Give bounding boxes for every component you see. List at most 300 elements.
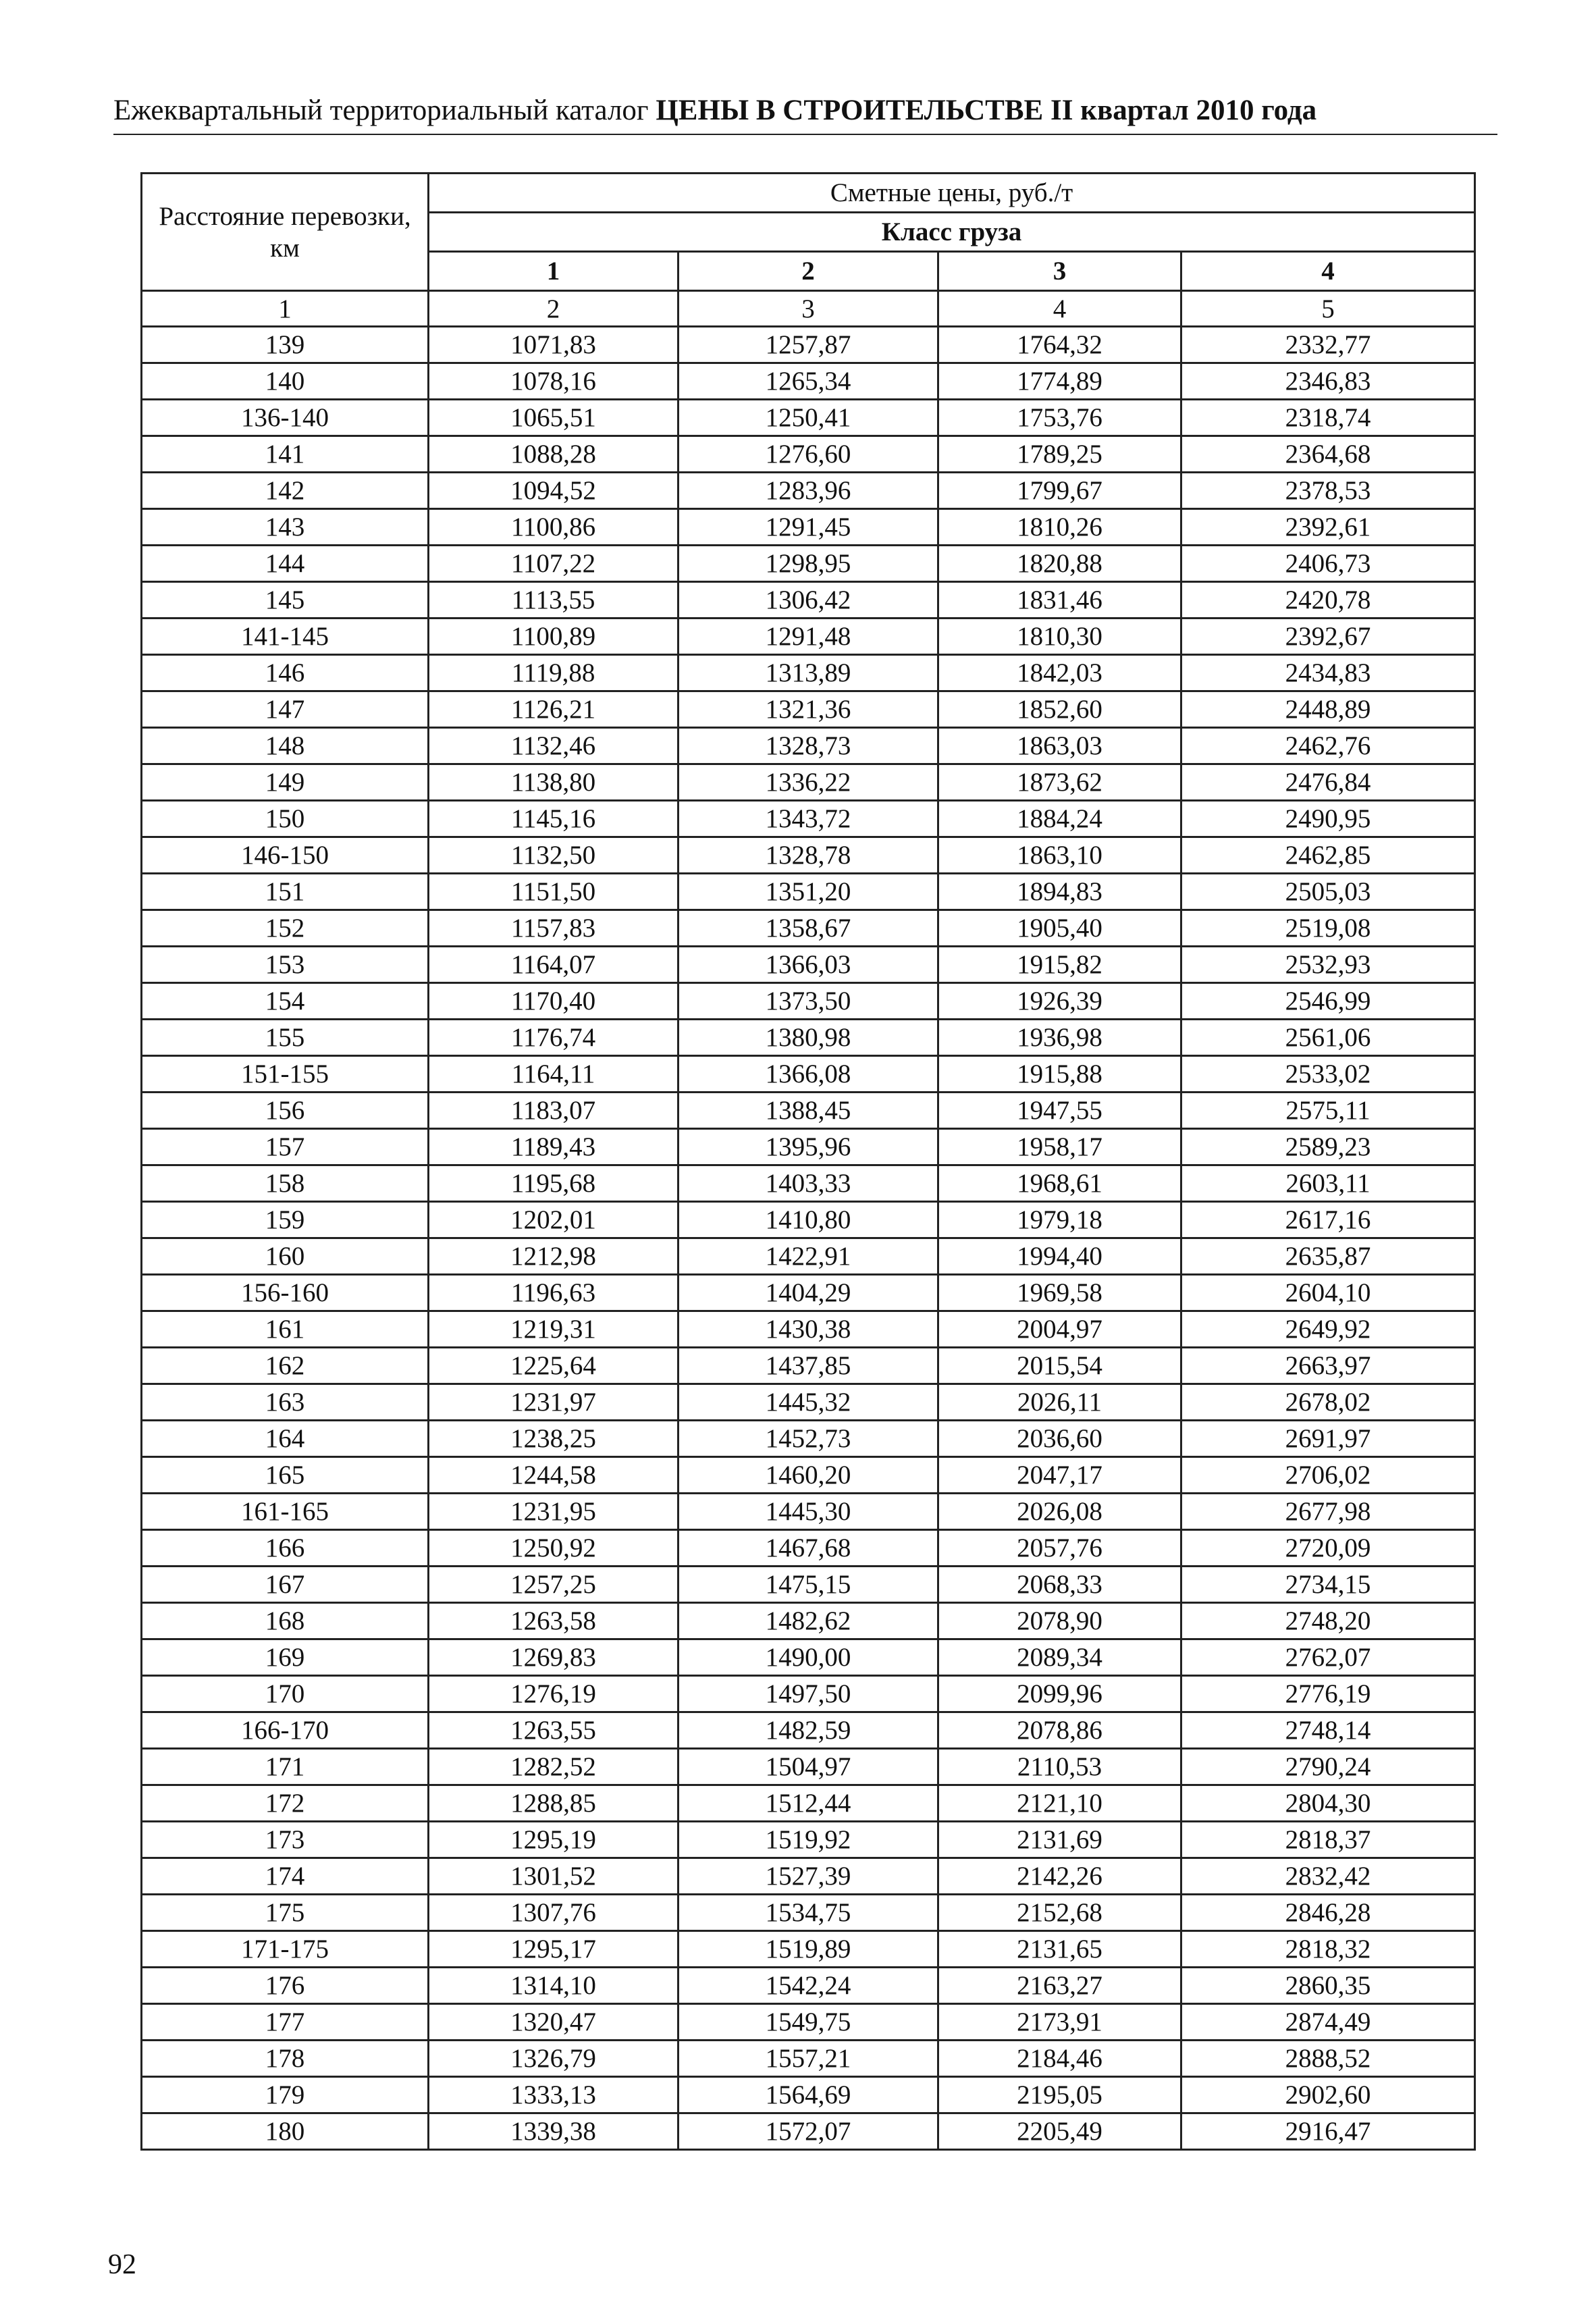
class-4-price-cell: 2846,28 <box>1181 1895 1475 1931</box>
class-4-price-cell: 2490,95 <box>1181 801 1475 837</box>
distance-cell: 167 <box>142 1567 429 1603</box>
class-label: 4 <box>1181 252 1475 291</box>
page-header <box>113 90 1497 135</box>
class-2-price-cell: 1557,21 <box>679 2041 938 2077</box>
class-3-price-cell: 2057,76 <box>938 1530 1181 1567</box>
table-row <box>142 1895 1475 1931</box>
class-4-price-cell: 2818,32 <box>1181 1931 1475 1968</box>
class-4-price-cell: 2603,11 <box>1181 1165 1475 1202</box>
class-2-price-cell: 1490,00 <box>679 1639 938 1676</box>
class-4-price-cell: 2888,52 <box>1181 2041 1475 2077</box>
class-3-price-cell: 2152,68 <box>938 1895 1181 1931</box>
distance-cell: 156-160 <box>142 1275 429 1311</box>
class-4-price-cell: 2804,30 <box>1181 1785 1475 1822</box>
price-table <box>140 172 1476 2151</box>
class-1-price-cell: 1071,83 <box>429 327 679 363</box>
class-1-price-cell: 1307,76 <box>429 1895 679 1931</box>
class-4-price-cell: 2860,35 <box>1181 1968 1475 2004</box>
class-3-price-cell: 1764,32 <box>938 327 1181 363</box>
class-2-price-cell: 1437,85 <box>679 1348 938 1384</box>
distance-cell: 165 <box>142 1457 429 1494</box>
class-3-price-cell: 1789,25 <box>938 436 1181 473</box>
distance-cell: 160 <box>142 1238 429 1275</box>
class-1-price-cell: 1138,80 <box>429 764 679 801</box>
class-1-price-cell: 1183,07 <box>429 1093 679 1129</box>
table-row <box>142 2004 1475 2041</box>
distance-cell: 146-150 <box>142 837 429 874</box>
class-4-price-cell: 2392,61 <box>1181 509 1475 546</box>
class-4-price-cell: 2762,07 <box>1181 1639 1475 1676</box>
class-2-price-cell: 1422,91 <box>679 1238 938 1275</box>
class-4-price-cell: 2462,76 <box>1181 728 1475 764</box>
class-2-price-cell: 1328,73 <box>679 728 938 764</box>
class-4-price-cell: 2776,19 <box>1181 1676 1475 1712</box>
class-1-price-cell: 1263,55 <box>429 1712 679 1749</box>
class-4-price-cell: 2561,06 <box>1181 1020 1475 1056</box>
distance-cell: 155 <box>142 1020 429 1056</box>
class-1-price-cell: 1320,47 <box>429 2004 679 2041</box>
distance-cell: 175 <box>142 1895 429 1931</box>
table-row <box>142 837 1475 874</box>
class-3-price-cell: 1842,03 <box>938 655 1181 691</box>
class-1-price-cell: 1244,58 <box>429 1457 679 1494</box>
distance-cell: 136-140 <box>142 400 429 436</box>
distance-cell: 149 <box>142 764 429 801</box>
class-2-price-cell: 1482,59 <box>679 1712 938 1749</box>
class-4-price-cell: 2392,67 <box>1181 619 1475 655</box>
column-number: 1 <box>142 291 429 327</box>
distance-cell: 168 <box>142 1603 429 1639</box>
class-1-price-cell: 1282,52 <box>429 1749 679 1785</box>
class-2-price-cell: 1519,89 <box>679 1931 938 1968</box>
class-2-price-cell: 1534,75 <box>679 1895 938 1931</box>
class-4-price-cell: 2902,60 <box>1181 2077 1475 2113</box>
class-3-price-cell: 1863,10 <box>938 837 1181 874</box>
class-3-price-cell: 1753,76 <box>938 400 1181 436</box>
class-1-price-cell: 1196,63 <box>429 1275 679 1311</box>
table-row <box>142 1530 1475 1567</box>
class-2-price-cell: 1572,07 <box>679 2113 938 2150</box>
class-1-price-cell: 1288,85 <box>429 1785 679 1822</box>
table-row <box>142 2113 1475 2150</box>
distance-cell: 157 <box>142 1129 429 1165</box>
distance-cell: 170 <box>142 1676 429 1712</box>
table-row <box>142 1749 1475 1785</box>
distance-cell: 173 <box>142 1822 429 1858</box>
class-4-price-cell: 2589,23 <box>1181 1129 1475 1165</box>
class-1-price-cell: 1164,07 <box>429 947 679 983</box>
class-1-price-cell: 1126,21 <box>429 691 679 728</box>
class-4-price-cell: 2832,42 <box>1181 1858 1475 1895</box>
distance-cell: 148 <box>142 728 429 764</box>
class-3-price-cell: 1774,89 <box>938 363 1181 400</box>
table-row <box>142 655 1475 691</box>
distance-cell: 177 <box>142 2004 429 2041</box>
page-number: 92 <box>108 2249 136 2280</box>
class-3-price-cell: 2004,97 <box>938 1311 1181 1348</box>
class-3-price-cell: 2036,60 <box>938 1421 1181 1457</box>
class-1-price-cell: 1276,19 <box>429 1676 679 1712</box>
table-row <box>142 764 1475 801</box>
table-row <box>142 1968 1475 2004</box>
class-1-price-cell: 1219,31 <box>429 1311 679 1348</box>
class-4-price-cell: 2677,98 <box>1181 1494 1475 1530</box>
class-1-price-cell: 1100,86 <box>429 509 679 546</box>
class-4-price-cell: 2378,53 <box>1181 473 1475 509</box>
class-1-price-cell: 1094,52 <box>429 473 679 509</box>
class-1-price-cell: 1225,64 <box>429 1348 679 1384</box>
class-1-price-cell: 1339,38 <box>429 2113 679 2150</box>
table-row <box>142 436 1475 473</box>
table-row <box>142 1676 1475 1712</box>
distance-cell: 179 <box>142 2077 429 2113</box>
table-row <box>142 801 1475 837</box>
class-1-price-cell: 1107,22 <box>429 546 679 582</box>
class-3-price-cell: 1958,17 <box>938 1129 1181 1165</box>
class-3-price-cell: 1831,46 <box>938 582 1181 619</box>
distance-cell: 164 <box>142 1421 429 1457</box>
class-2-price-cell: 1542,24 <box>679 1968 938 2004</box>
table-row <box>142 1931 1475 1968</box>
class-2-price-cell: 1410,80 <box>679 1202 938 1238</box>
class-4-price-cell: 2462,85 <box>1181 837 1475 874</box>
class-1-price-cell: 1176,74 <box>429 1020 679 1056</box>
class-3-price-cell: 1820,88 <box>938 546 1181 582</box>
class-4-price-cell: 2448,89 <box>1181 691 1475 728</box>
class-3-price-cell: 1979,18 <box>938 1202 1181 1238</box>
class-4-price-cell: 2476,84 <box>1181 764 1475 801</box>
class-2-price-cell: 1527,39 <box>679 1858 938 1895</box>
distance-cell: 141-145 <box>142 619 429 655</box>
class-2-price-cell: 1403,33 <box>679 1165 938 1202</box>
class-1-price-cell: 1132,50 <box>429 837 679 874</box>
table-row <box>142 874 1475 910</box>
distance-cell: 159 <box>142 1202 429 1238</box>
class-4-price-cell: 2874,49 <box>1181 2004 1475 2041</box>
class-3-price-cell: 1873,62 <box>938 764 1181 801</box>
class-2-price-cell: 1313,89 <box>679 655 938 691</box>
class-4-price-cell: 2734,15 <box>1181 1567 1475 1603</box>
class-3-price-cell: 2163,27 <box>938 1968 1181 2004</box>
distance-cell: 171-175 <box>142 1931 429 1968</box>
distance-cell: 158 <box>142 1165 429 1202</box>
class-1-price-cell: 1078,16 <box>429 363 679 400</box>
class-3-price-cell: 2026,08 <box>938 1494 1181 1530</box>
class-3-price-cell: 1894,83 <box>938 874 1181 910</box>
class-2-price-cell: 1482,62 <box>679 1603 938 1639</box>
class-1-price-cell: 1065,51 <box>429 400 679 436</box>
class-1-price-cell: 1301,52 <box>429 1858 679 1895</box>
class-label: 2 <box>679 252 938 291</box>
class-3-price-cell: 1810,30 <box>938 619 1181 655</box>
class-1-price-cell: 1333,13 <box>429 2077 679 2113</box>
table-row <box>142 327 1475 363</box>
class-1-price-cell: 1132,46 <box>429 728 679 764</box>
distance-cell: 161 <box>142 1311 429 1348</box>
class-2-price-cell: 1257,87 <box>679 327 938 363</box>
class-1-price-cell: 1189,43 <box>429 1129 679 1165</box>
class-1-price-cell: 1195,68 <box>429 1165 679 1202</box>
class-4-price-cell: 2691,97 <box>1181 1421 1475 1457</box>
distance-cell: 156 <box>142 1093 429 1129</box>
class-2-price-cell: 1395,96 <box>679 1129 938 1165</box>
table-row <box>142 1639 1475 1676</box>
class-1-price-cell: 1231,97 <box>429 1384 679 1421</box>
table-row <box>142 1457 1475 1494</box>
table-row <box>142 509 1475 546</box>
distance-cell: 162 <box>142 1348 429 1384</box>
class-3-price-cell: 2078,86 <box>938 1712 1181 1749</box>
table-row <box>142 1712 1475 1749</box>
class-4-price-cell: 2617,16 <box>1181 1202 1475 1238</box>
class-1-price-cell: 1257,25 <box>429 1567 679 1603</box>
class-2-price-cell: 1250,41 <box>679 400 938 436</box>
class-1-price-cell: 1314,10 <box>429 1968 679 2004</box>
column-number: 4 <box>938 291 1181 327</box>
class-2-price-cell: 1328,78 <box>679 837 938 874</box>
distance-cell: 163 <box>142 1384 429 1421</box>
class-2-price-cell: 1306,42 <box>679 582 938 619</box>
class-2-price-cell: 1549,75 <box>679 2004 938 2041</box>
class-1-price-cell: 1295,17 <box>429 1931 679 1968</box>
table-row <box>142 1165 1475 1202</box>
distance-cell: 154 <box>142 983 429 1020</box>
class-3-price-cell: 1799,67 <box>938 473 1181 509</box>
header-period: II квартал 2010 года <box>1050 95 1317 126</box>
distance-cell: 161-165 <box>142 1494 429 1530</box>
class-2-price-cell: 1445,32 <box>679 1384 938 1421</box>
class-2-price-cell: 1283,96 <box>679 473 938 509</box>
class-4-price-cell: 2649,92 <box>1181 1311 1475 1348</box>
table-row <box>142 546 1475 582</box>
table-row <box>142 619 1475 655</box>
class-2-price-cell: 1276,60 <box>679 436 938 473</box>
class-4-price-cell: 2434,83 <box>1181 655 1475 691</box>
class-4-price-cell: 2706,02 <box>1181 1457 1475 1494</box>
class-2-price-cell: 1321,36 <box>679 691 938 728</box>
distance-cell: 142 <box>142 473 429 509</box>
class-1-price-cell: 1088,28 <box>429 436 679 473</box>
class-1-price-cell: 1164,11 <box>429 1056 679 1093</box>
class-3-price-cell: 1994,40 <box>938 1238 1181 1275</box>
class-3-price-cell: 2047,17 <box>938 1457 1181 1494</box>
class-1-price-cell: 1113,55 <box>429 582 679 619</box>
distance-cell: 174 <box>142 1858 429 1895</box>
class-3-price-cell: 1947,55 <box>938 1093 1181 1129</box>
class-3-price-cell: 2121,10 <box>938 1785 1181 1822</box>
class-1-price-cell: 1238,25 <box>429 1421 679 1457</box>
table-row <box>142 728 1475 764</box>
class-3-price-cell: 2173,91 <box>938 2004 1181 2041</box>
class-3-price-cell: 2099,96 <box>938 1676 1181 1712</box>
class-label: 3 <box>938 252 1181 291</box>
class-4-price-cell: 2720,09 <box>1181 1530 1475 1567</box>
class-2-price-cell: 1445,30 <box>679 1494 938 1530</box>
distance-cell: 145 <box>142 582 429 619</box>
distance-cell: 144 <box>142 546 429 582</box>
class-1-price-cell: 1269,83 <box>429 1639 679 1676</box>
class-2-price-cell: 1373,50 <box>679 983 938 1020</box>
distance-cell: 143 <box>142 509 429 546</box>
class-1-price-cell: 1231,95 <box>429 1494 679 1530</box>
class-4-price-cell: 2748,20 <box>1181 1603 1475 1639</box>
class-4-price-cell: 2663,97 <box>1181 1348 1475 1384</box>
class-3-price-cell: 1936,98 <box>938 1020 1181 1056</box>
class-3-price-cell: 2184,46 <box>938 2041 1181 2077</box>
class-2-price-cell: 1452,73 <box>679 1421 938 1457</box>
distance-cell: 140 <box>142 363 429 400</box>
class-4-price-cell: 2546,99 <box>1181 983 1475 1020</box>
class-2-price-cell: 1475,15 <box>679 1567 938 1603</box>
class-3-price-cell: 2142,26 <box>938 1858 1181 1895</box>
table-row <box>142 400 1475 436</box>
distance-cell: 139 <box>142 327 429 363</box>
class-3-price-cell: 1810,26 <box>938 509 1181 546</box>
distance-cell: 146 <box>142 655 429 691</box>
class-3-price-cell: 2089,34 <box>938 1639 1181 1676</box>
class-1-price-cell: 1170,40 <box>429 983 679 1020</box>
header-prefix: Ежеквартальный территориальный каталог <box>113 95 649 126</box>
class-3-price-cell: 1926,39 <box>938 983 1181 1020</box>
class-2-price-cell: 1430,38 <box>679 1311 938 1348</box>
class-3-price-cell: 2131,69 <box>938 1822 1181 1858</box>
class-2-price-cell: 1366,03 <box>679 947 938 983</box>
table-row <box>142 1348 1475 1384</box>
class-2-price-cell: 1291,48 <box>679 619 938 655</box>
column-number: 3 <box>679 291 938 327</box>
class-4-price-cell: 2604,10 <box>1181 1275 1475 1311</box>
class-2-price-cell: 1404,29 <box>679 1275 938 1311</box>
class-2-price-cell: 1467,68 <box>679 1530 938 1567</box>
table-row <box>142 2077 1475 2113</box>
table-row <box>142 1421 1475 1457</box>
class-4-price-cell: 2748,14 <box>1181 1712 1475 1749</box>
table-row <box>142 363 1475 400</box>
class-2-price-cell: 1336,22 <box>679 764 938 801</box>
column-number: 2 <box>429 291 679 327</box>
class-4-price-cell: 2818,37 <box>1181 1822 1475 1858</box>
distance-cell: 147 <box>142 691 429 728</box>
distance-cell: 171 <box>142 1749 429 1785</box>
class-1-price-cell: 1119,88 <box>429 655 679 691</box>
class-3-price-cell: 2068,33 <box>938 1567 1181 1603</box>
class-4-price-cell: 2532,93 <box>1181 947 1475 983</box>
table-row <box>142 1275 1475 1311</box>
class-2-price-cell: 1564,69 <box>679 2077 938 2113</box>
table-row <box>142 1056 1475 1093</box>
class-4-price-cell: 2505,03 <box>1181 874 1475 910</box>
class-4-price-cell: 2916,47 <box>1181 2113 1475 2150</box>
distance-cell: 166-170 <box>142 1712 429 1749</box>
table-row <box>142 1858 1475 1895</box>
class-4-price-cell: 2575,11 <box>1181 1093 1475 1129</box>
distance-cell: 176 <box>142 1968 429 2004</box>
class-3-price-cell: 1915,88 <box>938 1056 1181 1093</box>
class-2-price-cell: 1497,50 <box>679 1676 938 1712</box>
class-3-price-cell: 2131,65 <box>938 1931 1181 1968</box>
class-2-price-cell: 1343,72 <box>679 801 938 837</box>
class-3-price-cell: 1884,24 <box>938 801 1181 837</box>
class-1-price-cell: 1212,98 <box>429 1238 679 1275</box>
distance-cell: 180 <box>142 2113 429 2150</box>
class-4-price-cell: 2364,68 <box>1181 436 1475 473</box>
class-2-price-cell: 1512,44 <box>679 1785 938 1822</box>
class-1-price-cell: 1151,50 <box>429 874 679 910</box>
class-3-price-cell: 2195,05 <box>938 2077 1181 2113</box>
table-row <box>142 1238 1475 1275</box>
class-4-price-cell: 2533,02 <box>1181 1056 1475 1093</box>
class-4-price-cell: 2318,74 <box>1181 400 1475 436</box>
table-row <box>142 1093 1475 1129</box>
class-4-price-cell: 2790,24 <box>1181 1749 1475 1785</box>
table-row <box>142 473 1475 509</box>
table-row <box>142 1129 1475 1165</box>
distance-cell: 166 <box>142 1530 429 1567</box>
class-2-price-cell: 1358,67 <box>679 910 938 947</box>
class-1-price-cell: 1100,89 <box>429 619 679 655</box>
distance-cell: 169 <box>142 1639 429 1676</box>
class-3-price-cell: 2078,90 <box>938 1603 1181 1639</box>
header-title: ЦЕНЫ В СТРОИТЕЛЬСТВЕ <box>656 95 1044 126</box>
class-3-price-cell: 1969,58 <box>938 1275 1181 1311</box>
class-2-price-cell: 1460,20 <box>679 1457 938 1494</box>
class-3-price-cell: 2015,54 <box>938 1348 1181 1384</box>
distance-cell: 150 <box>142 801 429 837</box>
class-4-price-cell: 2635,87 <box>1181 1238 1475 1275</box>
class-2-price-cell: 1291,45 <box>679 509 938 546</box>
distance-cell: 141 <box>142 436 429 473</box>
class-1-price-cell: 1263,58 <box>429 1603 679 1639</box>
price-table-body <box>142 327 1475 2150</box>
class-3-price-cell: 2026,11 <box>938 1384 1181 1421</box>
class-2-price-cell: 1388,45 <box>679 1093 938 1129</box>
class-4-price-cell: 2332,77 <box>1181 327 1475 363</box>
class-2-price-cell: 1265,34 <box>679 363 938 400</box>
class-1-price-cell: 1145,16 <box>429 801 679 837</box>
class-1-price-cell: 1157,83 <box>429 910 679 947</box>
class-3-price-cell: 2205,49 <box>938 2113 1181 2150</box>
class-3-price-cell: 1915,82 <box>938 947 1181 983</box>
table-row <box>142 2041 1475 2077</box>
class-4-price-cell: 2406,73 <box>1181 546 1475 582</box>
distance-cell: 152 <box>142 910 429 947</box>
table-row <box>142 1020 1475 1056</box>
table-row <box>142 1494 1475 1530</box>
class-1-price-cell: 1202,01 <box>429 1202 679 1238</box>
table-row <box>142 1603 1475 1639</box>
class-3-price-cell: 1852,60 <box>938 691 1181 728</box>
class-1-price-cell: 1295,19 <box>429 1822 679 1858</box>
class-4-price-cell: 2420,78 <box>1181 582 1475 619</box>
table-row <box>142 910 1475 947</box>
table-row <box>142 1311 1475 1348</box>
table-row <box>142 1202 1475 1238</box>
table-row <box>142 691 1475 728</box>
class-2-price-cell: 1519,92 <box>679 1822 938 1858</box>
class-2-price-cell: 1504,97 <box>679 1749 938 1785</box>
distance-cell: 172 <box>142 1785 429 1822</box>
table-row <box>142 582 1475 619</box>
distance-cell: 151 <box>142 874 429 910</box>
class-3-price-cell: 1863,03 <box>938 728 1181 764</box>
class-2-price-cell: 1298,95 <box>679 546 938 582</box>
class-2-price-cell: 1351,20 <box>679 874 938 910</box>
cargo-class-header: Класс груза <box>429 213 1475 252</box>
table-row <box>142 1567 1475 1603</box>
class-4-price-cell: 2346,83 <box>1181 363 1475 400</box>
class-4-price-cell: 2519,08 <box>1181 910 1475 947</box>
table-row <box>142 1822 1475 1858</box>
